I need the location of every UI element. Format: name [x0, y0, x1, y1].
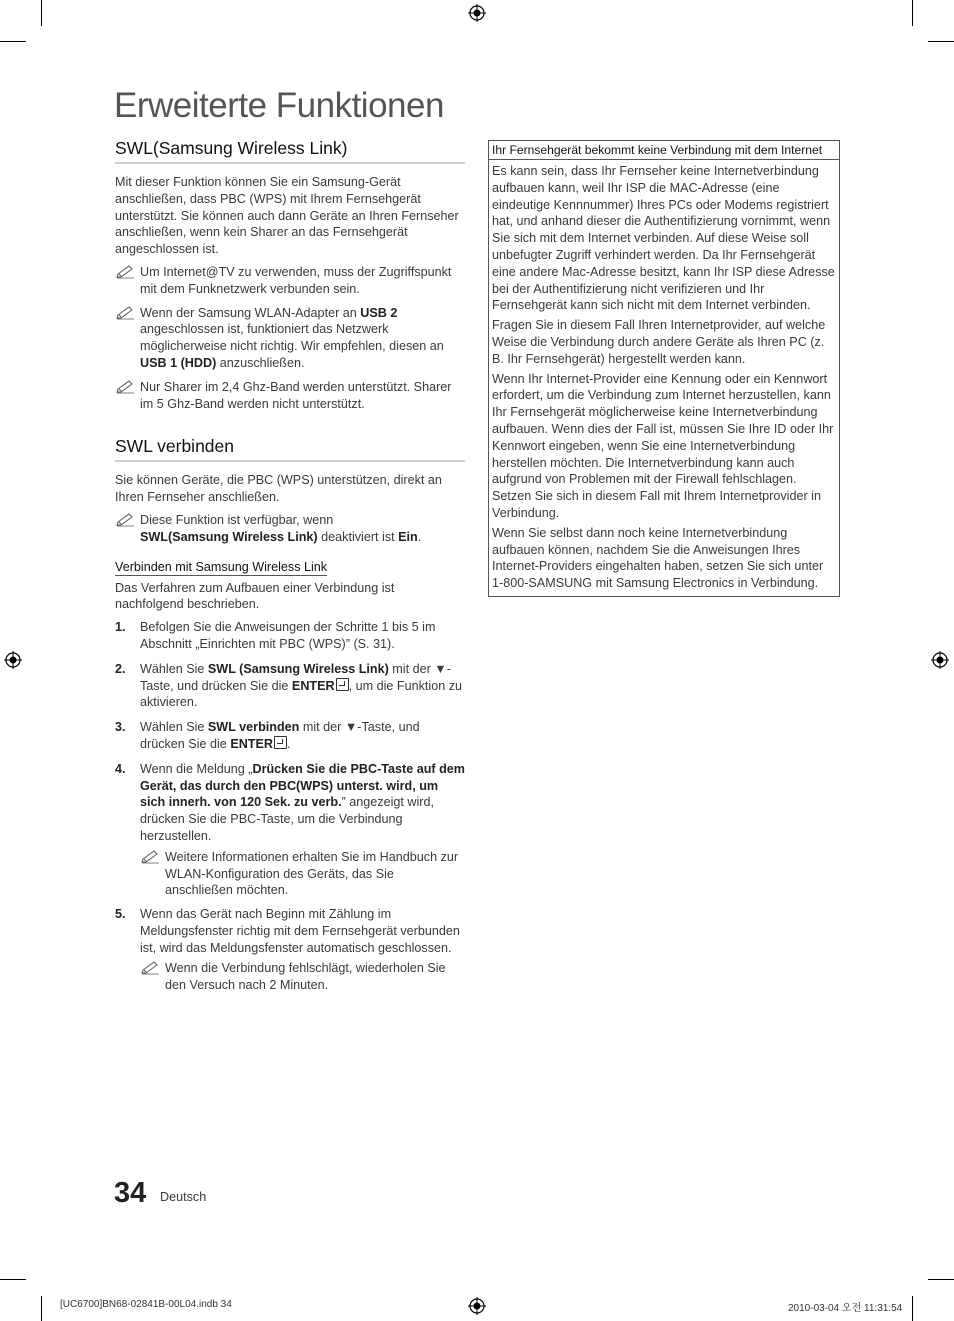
note-pencil-icon — [115, 513, 135, 527]
enter-label: ENTER — [291, 678, 335, 693]
subheading-connect: Verbinden mit Samsung Wireless Link — [115, 559, 328, 574]
step-text: mit der ▼-Taste, und drücken Sie die — [140, 720, 420, 751]
step-number: 3. — [115, 720, 126, 735]
crop-mark — [0, 41, 26, 42]
step-text: mit der ▼-Taste, und drücken Sie die — [140, 661, 451, 693]
swl-connect-intro: Sie können Geräte, die PBC (WPS) unterstützen, direkt an Ihren Fernseher anschließen. — [115, 473, 442, 505]
note-text: Wenn die Verbindung fehlschlägt, wiederholen Sie den Versuch nach 2 Minuten. — [165, 961, 446, 993]
step-text: , um die Funktion zu aktivieren. — [140, 678, 463, 710]
step-text: ” angezeigt wird, drücken Sie die PBC-Taste, um die Verbindung herzustellen. — [140, 795, 434, 843]
pbc-message: Drücken Sie die PBC-Taste auf dem Gerät, das durch den PBC(WPS) unterst. wird, um sich innerh. von 120 Sek. zu verb. — [140, 761, 466, 810]
crop-mark — [41, 0, 42, 26]
page-number: 34 — [114, 1177, 147, 1209]
crop-mark — [928, 1279, 954, 1280]
enter-label: ENTER — [230, 736, 273, 751]
info-box-heading: Ihr Fernsehgerät bekommt keine Verbindung mit dem Internet — [489, 141, 839, 160]
note-pencil-icon — [115, 380, 135, 394]
note-text: anzuschließen. — [216, 355, 305, 370]
step-1 — [115, 619, 465, 653]
step-5 — [115, 906, 465, 994]
swl-label: SWL(Samsung Wireless Link) — [140, 529, 318, 544]
crop-mark — [912, 1296, 913, 1321]
swl-option-label: SWL (Samsung Wireless Link) — [207, 661, 389, 676]
step-number: 1. — [115, 620, 126, 635]
registration-mark-icon — [931, 651, 949, 669]
info-box — [488, 140, 840, 597]
note-sharer-band — [115, 379, 465, 413]
page-title: Erweiterte Funktionen — [114, 86, 444, 125]
info-paragraph: Es kann sein, dass Ihr Fernseher keine Internetverbindung aufbauen kann, weil Ihr ISP die MAC-Adresse (eine eindeutige Kennnummer) Ihres PCs oder Modems registriert hat, und anhand dieser die Authentifizierung vornimmt, wenn Sie sich mit dem Internet verbinden. Auf diese Weise soll unbefugter Zugriff verhindert werden. Da Ihr Fernsehgerät eine andere Mac-Adresse besitzt, kann Ihr ISP diese Adresse bei der Authentifizierung nicht verifizieren und Ihr Fernsehgerät kann sich nicht mit dem Internet verbinden. — [492, 164, 835, 313]
step-number: 2. — [115, 661, 126, 676]
note-retry — [140, 960, 465, 994]
ein-label: Ein — [398, 529, 418, 544]
note-text: Weitere Informationen erhalten Sie im Handbuch zur WLAN-Konfiguration des Geräts, das Sie anschließen möchten. — [165, 849, 459, 898]
step-text: Wählen Sie — [140, 720, 208, 735]
registration-mark-icon — [468, 4, 486, 22]
step-text: Befolgen Sie die Anweisungen der Schritte 1 bis 5 im Abschnitt „Einrichten mit PBC (WPS)” (S. 31). — [140, 620, 436, 651]
note-pencil-icon — [140, 850, 160, 864]
step-text: Wählen Sie — [140, 661, 208, 676]
info-paragraph: Fragen Sie in diesem Fall Ihren Internetprovider, auf welche Weise die Verbindung durch andere Geräte als Ihren PC (z. B. Ihr Fernsehgerät) hergestellt werden kann. — [492, 318, 826, 366]
note-swl-available — [115, 512, 465, 546]
page-language: Deutsch — [160, 1190, 207, 1204]
note-wlan-manual — [140, 849, 465, 899]
registration-mark-icon — [4, 651, 22, 669]
crop-mark — [0, 1279, 26, 1280]
note-text: angeschlossen ist, funktioniert das Netzwerk möglicherweise nicht richtig. Wir empfehlen, diesen an — [140, 322, 444, 354]
step-4 — [115, 761, 465, 899]
note-internet-tv — [115, 264, 465, 298]
note-text: Um Internet@TV zu verwenden, muss der Zugriffspunkt mit dem Funknetzwerk verbunden sein. — [140, 264, 452, 296]
info-box-body — [489, 160, 839, 596]
step-text: Wenn das Gerät nach Beginn mit Zählung im Meldungsfenster richtig mit dem Fernsehgerät verbunden ist, wird das Meldungsfenster automatisch geschlossen. — [140, 907, 460, 955]
step-number: 4. — [115, 761, 126, 776]
note-wlan-adapter — [115, 305, 465, 372]
note-text: deaktiviert ist — [317, 529, 399, 544]
left-column — [115, 138, 465, 1001]
enter-icon — [336, 678, 349, 691]
step-3 — [115, 719, 465, 753]
swl-intro: Mit dieser Funktion können Sie ein Samsung-Gerät anschließen, dass PBC (WPS) mit Ihrem Fernsehgerät unterstützt. Sie können auch dann Geräte an Ihren Fernseher anschließen, wenn kein Sharer an das Fernsehgerät angeschlossen ist. — [115, 175, 459, 257]
section-heading-swl-connect: SWL verbinden — [115, 436, 465, 462]
usb1-label: USB 1 (HDD) — [140, 355, 217, 370]
info-paragraph: Wenn Sie selbst dann noch keine Internetverbindung aufbauen können, nachdem Sie die Anweisungen Ihres Internet-Providers eingehalten haben, setzen Sie sich unter 1-800-SAMSUNG mit Samsung Electronics in Verbindung. — [492, 525, 824, 591]
note-text: . — [417, 529, 422, 544]
swl-connect-label: SWL verbinden — [207, 720, 300, 735]
note-pencil-icon — [115, 265, 135, 279]
note-text: Wenn der Samsung WLAN-Adapter an — [140, 305, 361, 320]
sub-intro: Das Verfahren zum Aufbauen einer Verbindung ist nachfolgend beschrieben. — [115, 580, 395, 612]
footer-file: [UC6700]BN68-02841B-00L04.indb 34 — [60, 1299, 232, 1310]
note-text: Nur Sharer im 2,4 Ghz-Band werden unterstützt. Sharer im 5 Ghz-Band werden nicht unterstützt. — [140, 379, 452, 411]
crop-mark — [41, 1296, 42, 1321]
crop-mark — [928, 41, 954, 42]
enter-icon — [274, 736, 287, 749]
section-heading-swl: SWL(Samsung Wireless Link) — [115, 138, 465, 164]
info-paragraph: Wenn Ihr Internet-Provider eine Kennung oder ein Kennwort erfordert, um die Verbindung zum Internet herzustellen, kann Ihr Fernsehgerät möglicherweise keine Internetverbindung aufbauen. Wenn dies der Fall ist, müssen Sie Ihre ID oder Ihr Kennwort eingeben, wenn Sie eine Internetverbindung herstellen möchten. Die Internetverbindung kann auch aufgrund von Problemen mit der Firewall fehlschlagen. Setzen Sie sich in diesem Fall mit Ihrem Internetprovider in Verbindung. — [492, 371, 834, 520]
step-number: 5. — [115, 907, 126, 922]
note-text: Diese Funktion ist verfügbar, wenn — [140, 512, 334, 527]
footer-date: 2010-03-04 오전 11:31:54 — [788, 1303, 903, 1314]
note-pencil-icon — [140, 961, 160, 975]
step-2 — [115, 661, 465, 711]
step-text: Wenn die Meldung „ — [140, 761, 253, 776]
usb2-label: USB 2 — [360, 305, 398, 320]
note-pencil-icon — [115, 306, 135, 320]
step-text: . — [287, 736, 291, 751]
registration-mark-icon — [468, 1297, 486, 1315]
crop-mark — [912, 0, 913, 26]
